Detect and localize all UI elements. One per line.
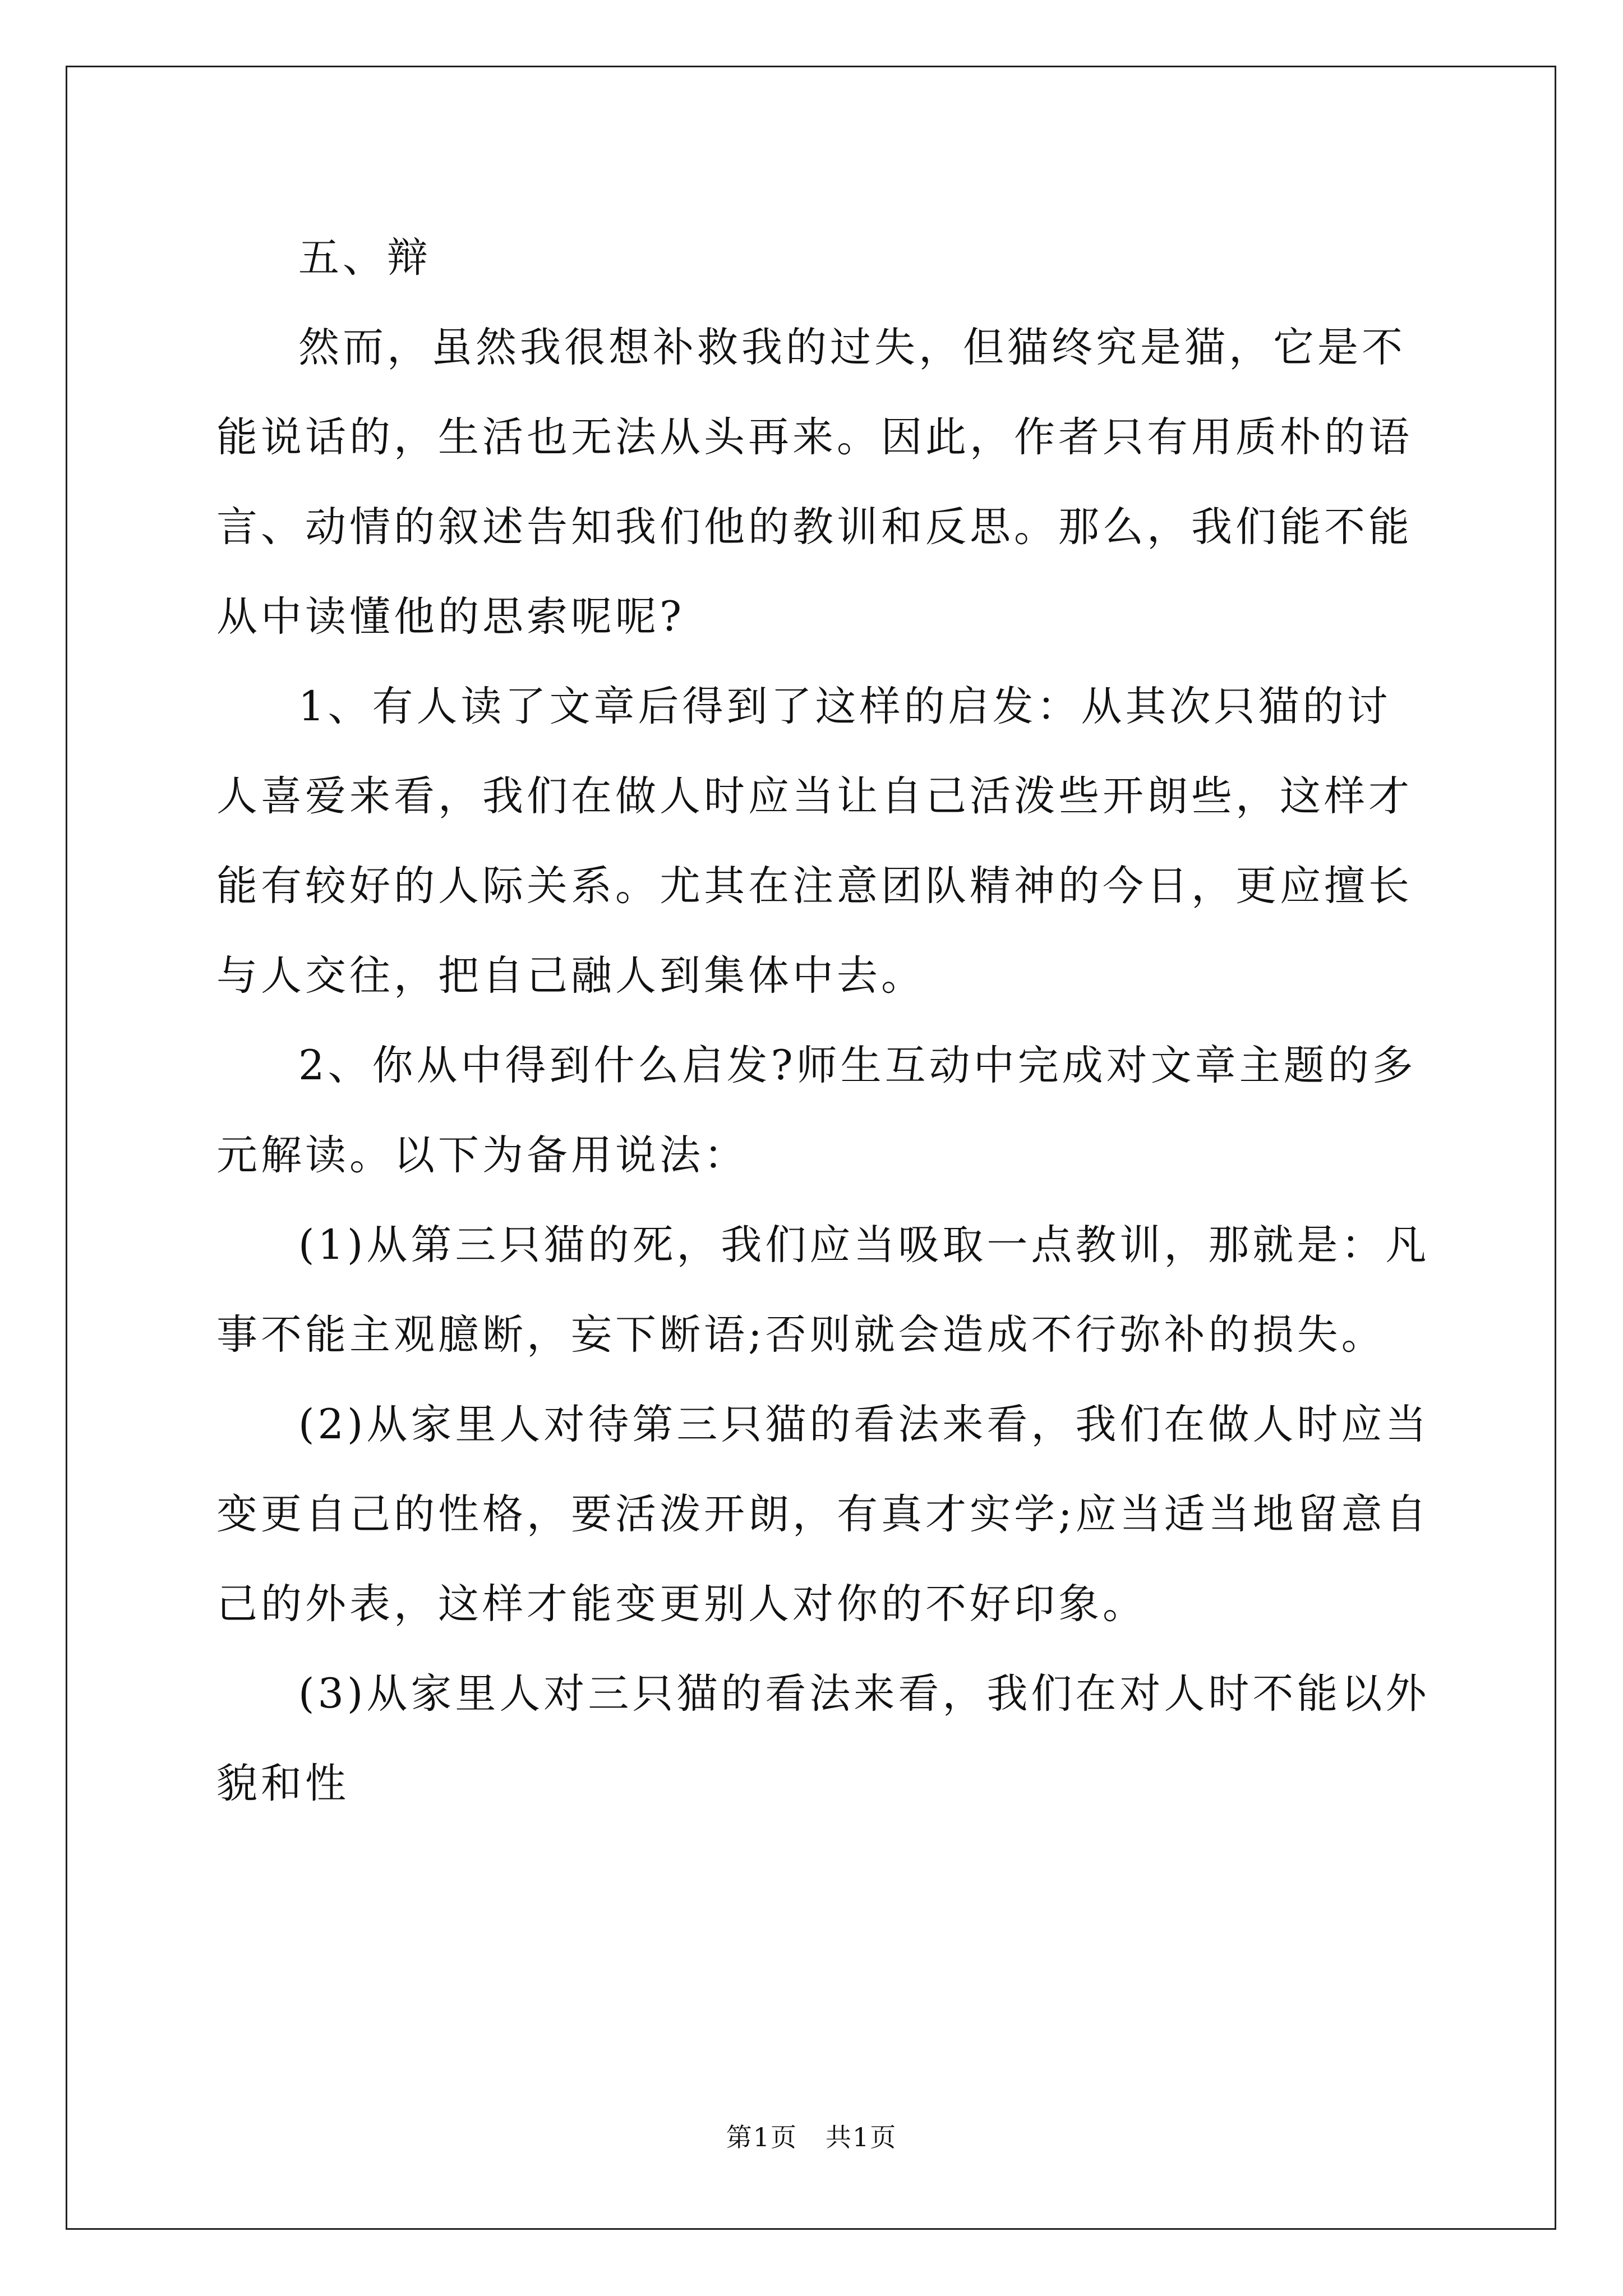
paragraph: 2、你从中得到什么启发?师生互动中完成对文章主题的多元解读。以下为备用说法： (216, 1042, 1417, 1179)
page-number-current: 第1页 (726, 2122, 797, 2152)
section-heading: 五、辩 (298, 234, 431, 282)
paragraph: 1、有人读了文章后得到了这样的启发：从其次只猫的讨人喜爱来看，我们在做人时应当让自己活泼些开朗些，这样才能有较好的人际关系。尤其在注意团队精神的今日，更应擅长与人交往，把自己融人到集体中去。 (216, 683, 1413, 1000)
paragraph: (2)从家里人对待第三只猫的看法来看，我们在做人时应当变更自己的性格，要活泼开朗，有真才实学;应当适当地留意自己的外表，这样才能变更别人对你的不好印象。 (216, 1401, 1430, 1628)
page-footer (0, 2120, 1623, 2154)
paragraph: (1)从第三只猫的死，我们应当吸取一点教训，那就是：凡事不能主观臆断，妄下断语;否则就会造成不行弥补的损失。 (216, 1221, 1430, 1359)
paragraph: 然而，虽然我很想补救我的过失，但猫终究是猫，它是不能说话的，生活也无法从头再来。因此，作者只有用质朴的语言、动情的叙述告知我们他的教训和反思。那么，我们能不能从中读懂他的思索呢呢? (216, 324, 1413, 641)
page-number-total: 共1页 (826, 2122, 897, 2152)
document-body (216, 213, 1431, 1829)
paragraph: (3)从家里人对三只猫的看法来看，我们在对人时不能以外貌和性 (216, 1670, 1430, 1807)
